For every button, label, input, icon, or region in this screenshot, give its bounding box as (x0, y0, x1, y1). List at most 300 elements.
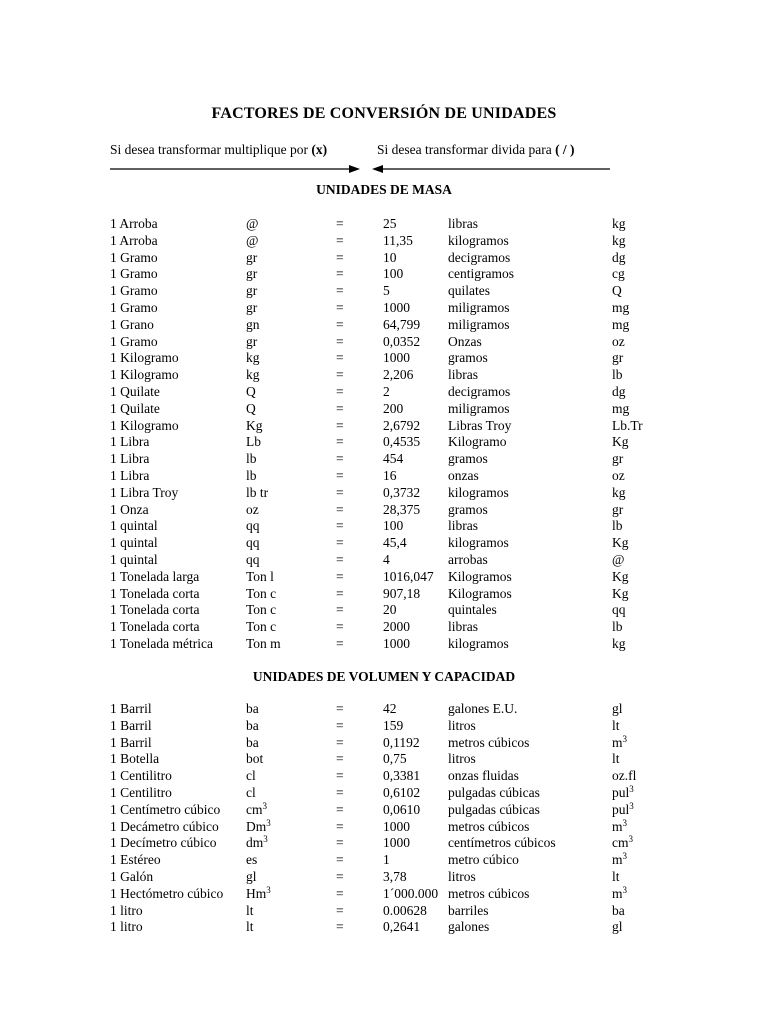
target-unit-text: litros (448, 751, 476, 767)
target-unit-text: galones E.U. (448, 701, 518, 716)
conversion-value (383, 535, 407, 552)
unit-name (110, 216, 158, 233)
unit-symbol (246, 350, 260, 367)
unit-symbol-text: Q (246, 383, 256, 399)
conversion-value-text: 200 (383, 400, 404, 416)
target-unit (448, 735, 529, 752)
target-unit (448, 701, 517, 718)
equals-sign (336, 468, 344, 485)
unit-name (110, 334, 158, 351)
conversion-value (383, 569, 434, 586)
conversion-value-text: 1000 (383, 818, 410, 834)
target-unit-text: decigramos (448, 383, 511, 399)
unit-symbol (246, 266, 257, 283)
target-abbreviation (612, 785, 634, 802)
superscript: 3 (628, 834, 633, 845)
equals-sign (336, 869, 344, 886)
equals-sign (336, 619, 344, 636)
unit-name-text: 1 Centilitro (110, 768, 172, 784)
equals-sign-text: = (336, 434, 344, 450)
target-abbreviation (612, 250, 626, 267)
conversion-value (383, 718, 403, 735)
conversion-value-text: 0,4535 (383, 434, 421, 450)
target-abbreviation-text: m (612, 885, 623, 901)
target-abbreviation (612, 852, 627, 869)
unit-symbol (246, 619, 276, 636)
equals-sign (336, 552, 344, 569)
target-unit-text: kilogramos (448, 635, 509, 651)
unit-symbol (246, 819, 271, 836)
conversion-value-text: 0,2641 (383, 919, 421, 935)
target-unit (448, 802, 540, 819)
target-unit-text: centigramos (448, 266, 514, 282)
target-abbreviation (612, 718, 620, 735)
target-unit-text: onzas fluidas (448, 768, 519, 784)
unit-name-text: 1 Kilogramo (110, 350, 179, 366)
unit-name-text: 1 Gramo (110, 333, 158, 349)
volume-table (0, 701, 768, 936)
unit-symbol-text: Ton c (246, 619, 277, 635)
unit-symbol (246, 485, 268, 502)
target-unit (448, 468, 479, 485)
unit-name (110, 835, 216, 852)
target-unit-text: libras (448, 518, 478, 534)
equals-sign-text: = (336, 333, 344, 349)
conversion-value-text: 3,78 (383, 868, 407, 884)
unit-symbol (246, 418, 263, 435)
unit-name-text: 1 Kilogramo (110, 417, 179, 433)
unit-name (110, 751, 159, 768)
target-unit-text: gramos (448, 501, 488, 517)
unit-name (110, 718, 152, 735)
target-abbreviation (612, 569, 629, 586)
equals-sign (336, 785, 344, 802)
section-heading-mass: UNIDADES DE MASA (316, 182, 452, 197)
conversion-value (383, 586, 420, 603)
conversion-value-text: 0,1192 (383, 734, 420, 750)
unit-symbol-text: Lb (246, 434, 261, 450)
unit-name-text: 1 Barril (110, 701, 152, 716)
target-abbreviation (612, 903, 625, 920)
unit-symbol (246, 852, 257, 869)
unit-symbol-text: @ (246, 216, 259, 231)
target-unit-text: libras (448, 367, 478, 383)
target-abbreviation-text: pul (612, 784, 630, 800)
equals-sign (336, 768, 344, 785)
unit-name (110, 602, 200, 619)
target-unit-text: kilogramos (448, 232, 509, 248)
unit-name (110, 869, 153, 886)
equals-sign (336, 216, 344, 233)
target-abbreviation (612, 819, 627, 836)
unit-symbol (246, 434, 261, 451)
section-heading-volume: UNIDADES DE VOLUMEN Y CAPACIDAD (252, 669, 516, 684)
unit-symbol (246, 569, 274, 586)
equals-sign-text: = (336, 919, 344, 935)
unit-name-text: 1 Centímetro cúbico (110, 801, 221, 817)
unit-symbol (246, 384, 256, 401)
conversion-value-text: 0,6102 (383, 784, 421, 800)
unit-symbol-text: Kg (246, 417, 263, 433)
target-abbreviation (612, 502, 623, 519)
target-abbreviation-text: lt (612, 717, 620, 733)
equals-sign (336, 586, 344, 603)
table-row (0, 718, 768, 735)
target-unit (448, 886, 529, 903)
target-abbreviation (612, 334, 625, 351)
unit-name-text: 1 Arroba (110, 232, 158, 248)
unit-symbol (246, 886, 271, 903)
unit-symbol-text: Hm (246, 885, 267, 901)
table-row (0, 802, 768, 819)
equals-sign (336, 569, 344, 586)
conversion-value-text: 1016,047 (383, 568, 434, 584)
conversion-value-text: 159 (383, 717, 404, 733)
unit-symbol (246, 751, 263, 768)
conversion-value-text: 0,0610 (383, 801, 421, 817)
equals-sign (336, 636, 344, 653)
target-unit (448, 903, 488, 920)
target-unit-text: Kilogramos (448, 568, 512, 584)
unit-symbol (246, 718, 259, 735)
target-abbreviation-text: Lb.Tr (612, 417, 643, 433)
unit-name (110, 735, 152, 752)
target-unit-text: Onzas (448, 333, 482, 349)
unit-name-text: 1 Decímetro cúbico (110, 835, 217, 851)
unit-symbol (246, 334, 257, 351)
equals-sign-text: = (336, 216, 344, 231)
equals-sign-text: = (336, 701, 344, 716)
unit-name (110, 552, 158, 569)
multiply-operator: (x) (311, 142, 328, 157)
conversion-value (383, 468, 397, 485)
unit-name (110, 535, 158, 552)
target-unit-text: galones (448, 919, 490, 935)
unit-symbol-text: gr (246, 299, 258, 315)
conversion-value (383, 869, 407, 886)
target-abbreviation (612, 283, 622, 300)
target-abbreviation (612, 317, 629, 334)
conversion-value (383, 367, 413, 384)
equals-sign (336, 919, 344, 936)
left-arrow-icon (372, 163, 610, 175)
unit-symbol (246, 317, 260, 334)
conversion-value-text: 2 (383, 383, 390, 399)
target-unit (448, 233, 509, 250)
target-abbreviation (612, 619, 623, 636)
equals-sign-text: = (336, 451, 344, 467)
unit-name-text: 1 Arroba (110, 216, 158, 231)
target-abbreviation-text: kg (612, 484, 626, 500)
divide-operator: ( / ) (555, 142, 575, 157)
target-abbreviation (612, 768, 636, 785)
unit-symbol-text: qq (246, 518, 260, 534)
target-unit (448, 751, 476, 768)
conversion-value-text: 1000 (383, 635, 410, 651)
target-abbreviation (612, 886, 627, 903)
target-unit-text: litros (448, 868, 476, 884)
conversion-value (383, 886, 438, 903)
target-abbreviation-text: oz.fl (612, 768, 637, 784)
equals-sign (336, 718, 344, 735)
target-unit (448, 535, 509, 552)
unit-symbol (246, 636, 281, 653)
table-row (0, 835, 768, 852)
conversion-value-text: 100 (383, 518, 404, 534)
conversion-value (383, 852, 390, 869)
unit-symbol-text: ba (246, 717, 259, 733)
equals-sign (336, 300, 344, 317)
unit-name (110, 852, 161, 869)
target-abbreviation-text: Kg (612, 434, 629, 450)
right-arrow-icon (110, 163, 360, 175)
unit-name-text: 1 Gramo (110, 249, 158, 265)
equals-sign-text: = (336, 266, 344, 282)
equals-sign-text: = (336, 417, 344, 433)
conversion-value (383, 502, 420, 519)
equals-sign-text: = (336, 902, 344, 918)
target-unit-text: miligramos (448, 400, 510, 416)
conversion-value (383, 751, 407, 768)
target-abbreviation-text: mg (612, 316, 630, 332)
unit-name-text: 1 Tonelada larga (110, 568, 200, 584)
target-unit-text: metros cúbicos (448, 818, 530, 834)
conversion-value-text: 42 (383, 701, 397, 716)
target-unit-text: quilates (448, 283, 490, 299)
unit-symbol (246, 701, 259, 718)
unit-symbol (246, 869, 257, 886)
unit-symbol-text: cm (246, 801, 263, 817)
target-unit (448, 317, 510, 334)
equals-sign-text: = (336, 602, 344, 618)
target-abbreviation (612, 835, 633, 852)
target-unit (448, 418, 511, 435)
target-abbreviation-text: oz (612, 333, 625, 349)
target-abbreviation-text: Q (612, 283, 622, 299)
conversion-value-text: 1 (383, 852, 390, 868)
unit-symbol (246, 233, 258, 250)
conversion-value (383, 350, 410, 367)
target-unit-text: gramos (448, 350, 488, 366)
unit-symbol-text: bot (246, 751, 264, 767)
target-abbreviation (612, 300, 629, 317)
conversion-value-text: 907,18 (383, 585, 421, 601)
target-abbreviation (612, 451, 623, 468)
conversion-value (383, 334, 420, 351)
unit-symbol-text: lb (246, 467, 257, 483)
superscript: 3 (622, 884, 628, 895)
table-row (0, 636, 768, 653)
target-abbreviation-text: lb (612, 518, 623, 534)
equals-sign (336, 602, 344, 619)
unit-symbol (246, 586, 276, 603)
conversion-value (383, 434, 420, 451)
unit-name-text: 1 quintal (110, 518, 158, 534)
equals-sign-text: = (336, 535, 344, 551)
target-abbreviation (612, 518, 623, 535)
target-unit (448, 401, 510, 418)
equals-sign-text: = (336, 717, 344, 733)
unit-symbol (246, 367, 260, 384)
unit-name-text: 1 Barril (110, 734, 152, 750)
equals-sign-text: = (336, 568, 344, 584)
equals-sign-text: = (336, 734, 344, 750)
equals-sign (336, 384, 344, 401)
equals-sign (336, 502, 344, 519)
unit-name-text: 1 Libra (110, 434, 150, 450)
divide-instruction (377, 142, 575, 158)
superscript: 3 (266, 884, 271, 895)
table-row (0, 919, 768, 936)
target-unit (448, 334, 482, 351)
conversion-value (383, 903, 427, 920)
conversion-value (383, 701, 397, 718)
equals-sign (336, 852, 344, 869)
target-abbreviation (612, 735, 627, 752)
target-abbreviation-text: Kg (612, 535, 629, 551)
unit-symbol-text: qq (246, 535, 260, 551)
table-row (0, 852, 768, 869)
multiply-instruction (110, 142, 327, 158)
conversion-value (383, 266, 403, 283)
unit-name (110, 636, 213, 653)
conversion-value-text: 0,3732 (383, 484, 421, 500)
unit-name (110, 283, 158, 300)
unit-name-text: 1 Gramo (110, 283, 158, 299)
equals-sign-text: = (336, 751, 344, 767)
equals-sign (336, 819, 344, 836)
unit-symbol-text: gr (246, 249, 258, 265)
target-abbreviation-text: lb (612, 367, 623, 383)
unit-symbol (246, 300, 257, 317)
superscript: 3 (622, 733, 628, 744)
unit-name-text: 1 Gramo (110, 299, 158, 315)
target-abbreviation (612, 636, 626, 653)
superscript: 3 (262, 800, 267, 811)
target-unit-text: libras (448, 216, 478, 231)
superscript: 3 (266, 817, 271, 828)
unit-symbol-text: cl (246, 784, 256, 800)
target-abbreviation-text: mg (612, 299, 630, 315)
target-unit-text: pulgadas cúbicas (448, 801, 540, 817)
target-abbreviation (612, 468, 625, 485)
conversion-value-text: 100 (383, 266, 404, 282)
target-abbreviation (612, 552, 624, 569)
table-row (0, 334, 768, 351)
target-unit (448, 266, 514, 283)
unit-name (110, 586, 200, 603)
unit-name (110, 518, 158, 535)
unit-name-text: 1 quintal (110, 551, 158, 567)
conversion-value-text: 2,6792 (383, 417, 421, 433)
unit-name (110, 401, 160, 418)
table-row (0, 502, 768, 519)
conversion-value-text: 45,4 (383, 535, 407, 551)
target-unit-text: quintales (448, 602, 497, 618)
target-abbreviation-text: qq (612, 602, 626, 618)
unit-symbol (246, 903, 254, 920)
conversion-value-text: 0,0352 (383, 333, 421, 349)
equals-sign (336, 701, 344, 718)
target-unit (448, 619, 478, 636)
equals-sign-text: = (336, 768, 344, 784)
target-abbreviation-text: mg (612, 400, 630, 416)
equals-sign-text: = (336, 852, 344, 868)
multiply-instruction-text: Si desea transformar multiplique por (110, 142, 312, 157)
unit-name (110, 317, 154, 334)
target-unit (448, 552, 488, 569)
conversion-value (383, 735, 420, 752)
table-row (0, 535, 768, 552)
target-unit-text: pulgadas cúbicas (448, 784, 540, 800)
target-abbreviation (612, 919, 623, 936)
target-unit-text: litros (448, 717, 476, 733)
target-unit-text: Kilogramo (448, 434, 507, 450)
equals-sign (336, 802, 344, 819)
conversion-value-text: 1´000.000 (383, 885, 439, 901)
target-abbreviation-text: gr (612, 451, 624, 467)
conversion-value-text: 28,375 (383, 501, 421, 517)
equals-sign-text: = (336, 784, 344, 800)
target-abbreviation-text: Kg (612, 568, 629, 584)
target-unit (448, 569, 512, 586)
unit-symbol-text: gr (246, 266, 258, 282)
target-unit-text: onzas (448, 467, 479, 483)
table-row (0, 468, 768, 485)
conversion-value (383, 819, 410, 836)
unit-name-text: 1 Onza (110, 501, 149, 517)
target-unit (448, 434, 507, 451)
target-abbreviation-text: Kg (612, 585, 629, 601)
unit-name (110, 903, 143, 920)
unit-symbol (246, 468, 257, 485)
conversion-value (383, 216, 397, 233)
target-unit (448, 768, 519, 785)
unit-symbol-text: Ton c (246, 602, 277, 618)
equals-sign (336, 886, 344, 903)
unit-symbol-text: dm (246, 835, 264, 851)
target-unit-text: Kilogramos (448, 585, 512, 601)
equals-sign (336, 518, 344, 535)
target-abbreviation (612, 367, 623, 384)
target-abbreviation-text: pul (612, 801, 630, 817)
target-unit (448, 919, 489, 936)
target-unit (448, 518, 478, 535)
unit-name (110, 886, 223, 903)
equals-sign (336, 434, 344, 451)
conversion-value-text: 25 (383, 216, 397, 231)
equals-sign-text: = (336, 619, 344, 635)
divide-instruction-text: Si desea transformar divida para (377, 142, 556, 157)
table-row (0, 518, 768, 535)
conversion-value (383, 636, 410, 653)
unit-name-text: 1 Tonelada corta (110, 585, 200, 601)
target-abbreviation-text: cg (612, 266, 625, 282)
equals-sign-text: = (336, 249, 344, 265)
target-abbreviation-text: lt (612, 868, 620, 884)
target-unit (448, 283, 490, 300)
conversion-value (383, 418, 420, 435)
target-abbreviation (612, 418, 643, 435)
unit-name (110, 768, 172, 785)
unit-name (110, 418, 179, 435)
table-row (0, 401, 768, 418)
unit-symbol (246, 768, 256, 785)
table-row (0, 819, 768, 836)
unit-symbol-text: ba (246, 734, 259, 750)
unit-name (110, 233, 158, 250)
target-unit-text: decigramos (448, 249, 511, 265)
